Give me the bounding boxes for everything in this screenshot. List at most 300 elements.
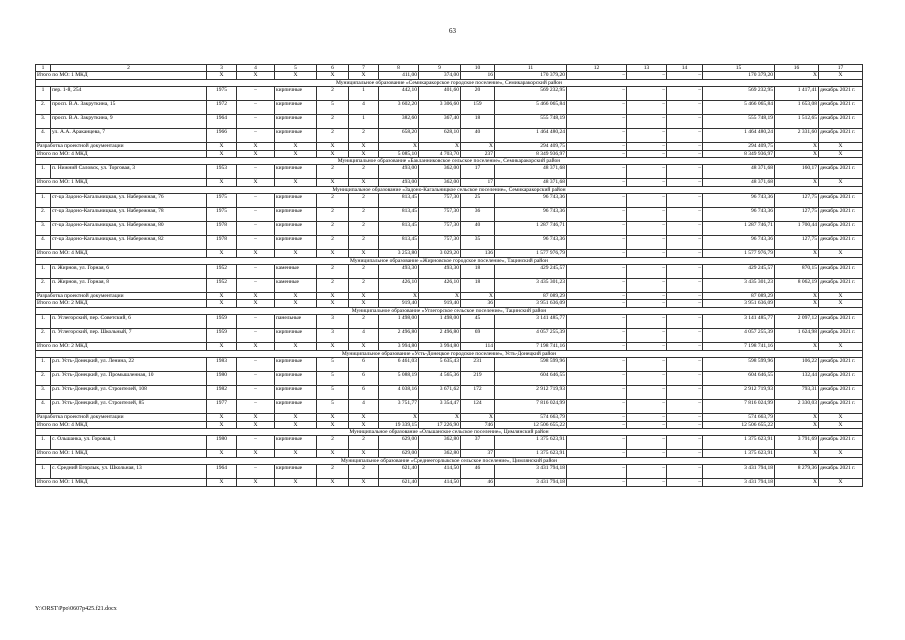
table-cell: X [275,143,317,150]
table-cell: 36 [461,208,495,222]
table-cell: 3 791,69 [775,436,819,450]
table-cell: 2 [317,279,349,293]
table-cell: 35 [461,236,495,250]
table-cell: X [207,143,237,150]
table-cell: 1 375 623,91 [703,450,775,457]
column-number-cell: 5 [275,65,317,72]
table-cell: кирпичные [275,115,317,129]
table-cell: кирпичные [275,358,317,372]
building-row [36,165,863,179]
table-cell: кирпичные [275,208,317,222]
table-cell: 1977 [207,400,237,414]
table-cell: 2 [349,465,379,479]
table-cell: X [275,421,317,428]
table-cell: X [349,300,379,307]
table-cell: 18 [461,115,495,129]
table-cell: 18 [461,265,495,279]
table-cell: – [667,300,703,307]
table-cell: 813,45 [379,208,419,222]
table-cell: – [667,372,703,386]
table-cell: 598 599,96 [703,358,775,372]
table-cell: декабрь 2021 г. [819,329,863,343]
table-cell: – [667,465,703,479]
table-cell: 48 371,68 [703,179,775,186]
table-cell: 555 748,19 [703,115,775,129]
table-cell: X [207,300,237,307]
municipality-name: Муниципальное образование «Ольшанское сельское поселение», Цимлянский район [36,428,863,435]
table-cell: 4 057 255,39 [703,329,775,343]
table-cell: кирпичные [275,165,317,179]
table-cell: 17 226,90 [419,421,461,428]
footer-file-path: Y:\ORST\Ppo\0607p425.f21.docx [35,606,117,612]
table-cell: – [567,479,627,486]
table-cell: 757,30 [419,208,461,222]
table-cell: 1975 [207,87,237,101]
table-cell: 2 330,03 [775,400,819,414]
table-cell: 3 141 485,77 [495,315,567,329]
table-cell: X [275,450,317,457]
table-cell: – [667,479,703,486]
table-cell: – [667,115,703,129]
table-cell: X [275,300,317,307]
address-cell: р.п. Усть-Донецкий, ул. Ленина, 22 [51,358,207,372]
summary-label: Итого по МО: 1 МКД [36,179,207,186]
table-cell: X [237,450,275,457]
table-cell: X [819,450,863,457]
table-cell: X [237,300,275,307]
address-cell: ул. А.А. Араканцева, 7 [51,129,207,143]
address-cell: пер. 1-й, 254 [51,87,207,101]
municipality-header-row [36,257,863,264]
table-cell: X [419,414,461,421]
table-cell: X [207,421,237,428]
table-cell: 1 577 976,79 [495,250,567,257]
table-cell: X [237,250,275,257]
table-cell: 4. [36,129,51,143]
table-cell: 1 375 623,91 [703,436,775,450]
table-cell: 5 088,19 [379,372,419,386]
table-cell: 4 [349,329,379,343]
table-cell: кирпичные [275,222,317,236]
table-cell: X [461,414,495,421]
table-cell: 813,45 [379,194,419,208]
table-cell: 1 498,00 [419,315,461,329]
table-cell: 1 464 480,24 [495,129,567,143]
table-cell: X [349,250,379,257]
municipality-name: Муниципальное образование «Бакланниковское сельское поселение», Семикаракорский район [36,158,863,165]
table-cell: кирпичные [275,372,317,386]
table-cell: X [775,143,819,150]
table-cell: – [567,414,627,421]
table-cell: – [567,250,627,257]
summary-row [36,421,863,428]
table-cell: 20 [461,87,495,101]
table-cell: 1. [36,436,51,450]
table-cell: – [627,465,667,479]
table-cell: 1980 [207,372,237,386]
address-cell: ст-ца Задоно-Кагальницкая, ул. Набережная, 78 [51,208,207,222]
table-cell: 127,75 [775,194,819,208]
table-cell: X [275,414,317,421]
table-cell: X [317,150,349,157]
table-cell: – [667,293,703,300]
address-cell: п. Углегорский, пер. Советский, 6 [51,315,207,329]
table-cell: 813,45 [379,222,419,236]
table-cell: 136 [461,250,495,257]
column-number-cell: 7 [349,65,379,72]
table-cell: – [237,436,275,450]
table-cell: 757,30 [419,222,461,236]
table-cell: X [207,479,237,486]
table-cell: 2 097,12 [775,315,819,329]
table-cell: 401,60 [419,87,461,101]
table-cell: – [627,194,667,208]
table-cell: – [667,129,703,143]
table-cell: 919,40 [379,300,419,307]
table-cell: 8 349 936,97 [703,150,775,157]
page-number: 63 [449,27,456,35]
municipality-header-row [36,186,863,193]
table-cell: – [667,343,703,350]
table-cell: X [775,150,819,157]
table-cell: 4 [349,101,379,115]
table-cell: – [237,129,275,143]
table-cell: 1 417,41 [775,87,819,101]
table-cell: – [567,421,627,428]
table-cell: 48 371,68 [703,165,775,179]
table-cell: кирпичные [275,329,317,343]
table-cell: 3 253,80 [379,250,419,257]
table-cell: 574 663,79 [703,414,775,421]
table-cell: 124 [461,400,495,414]
table-cell: 1959 [207,315,237,329]
table-cell: кирпичные [275,129,317,143]
table-cell: 2. [36,208,51,222]
table-cell: 1972 [207,101,237,115]
table-cell: – [567,194,627,208]
table-cell: X [237,293,275,300]
table-cell: – [567,329,627,343]
table-cell: декабрь 2021 г. [819,315,863,329]
table-cell: 429 245,57 [703,265,775,279]
table-cell: X [775,343,819,350]
table-cell: – [627,72,667,79]
table-cell: – [627,479,667,486]
table-cell: – [237,265,275,279]
column-number-cell: 15 [703,65,775,72]
table-cell: X [775,293,819,300]
table-cell: – [627,250,667,257]
address-cell: с. Ольшанка, ул. Горовая, 1 [51,436,207,450]
municipality-name: Муниципальное образование «Семикаракорское городское поселение», Семикаракорский район [36,79,863,86]
table-cell: 2 [317,436,349,450]
table-cell: X [317,421,349,428]
table-cell: 96 743,36 [703,208,775,222]
table-cell: 127,75 [775,208,819,222]
table-cell: 4 703,70 [419,150,461,157]
table-cell: 1 498,00 [379,315,419,329]
table-cell: 870,15 [775,265,819,279]
table-cell: 4 038,16 [379,386,419,400]
table-cell: 3 141 485,77 [703,315,775,329]
table-cell: – [667,236,703,250]
building-row [36,208,863,222]
table-cell: 1 287 746,71 [495,222,567,236]
table-cell: 2 [349,279,379,293]
table-cell: – [627,300,667,307]
table-cell: кирпичные [275,436,317,450]
table-cell: X [819,143,863,150]
table-cell: 362,80 [419,436,461,450]
table-cell: – [667,414,703,421]
table-cell: X [317,343,349,350]
address-cell: п. Углегорский, пер. Школьный, 7 [51,329,207,343]
table-cell: X [819,150,863,157]
table-cell: 6 461,03 [379,358,419,372]
table-cell: 621,40 [379,465,419,479]
table-cell: 1 287 746,71 [703,222,775,236]
table-cell: X [207,250,237,257]
table-cell: X [819,414,863,421]
table-cell: – [237,465,275,479]
table-cell: 132,44 [775,372,819,386]
address-cell: р.п. Усть-Донецкий, ул. Строителей, 85 [51,400,207,414]
table-cell: X [207,72,237,79]
building-row [36,465,863,479]
table-cell: – [237,400,275,414]
table-cell: декабрь 2021 г. [819,165,863,179]
table-cell: 5 [317,400,349,414]
table-cell: кирпичные [275,386,317,400]
table-cell: декабрь 2021 г. [819,222,863,236]
table-cell: 2. [36,279,51,293]
table-cell: 362,00 [419,179,461,186]
table-cell: 3. [36,115,51,129]
table-cell: 5 [317,358,349,372]
table-cell: – [567,293,627,300]
table-cell: – [667,150,703,157]
table-cell: 604 646,55 [703,372,775,386]
table-cell: – [567,372,627,386]
table-cell: – [667,87,703,101]
table-cell: 2 331,60 [775,129,819,143]
table-cell: – [627,101,667,115]
table-cell: X [775,414,819,421]
table-cell: – [567,236,627,250]
table-cell: X [379,414,419,421]
table-cell: 5 [317,101,349,115]
table-cell: X [275,150,317,157]
municipality-header-row [36,158,863,165]
table-cell: каменные [275,265,317,279]
table-cell: 5 466 065,84 [703,101,775,115]
table-cell: 604 646,55 [495,372,567,386]
table-cell: – [667,250,703,257]
table-cell: – [567,165,627,179]
table-cell: 3 431 794,18 [703,479,775,486]
municipality-header-row [36,307,863,314]
table-cell: – [237,315,275,329]
column-number-cell: 3 [207,65,237,72]
table-cell: – [627,129,667,143]
table-cell: 96 743,36 [495,236,567,250]
table-cell: декабрь 2021 г. [819,372,863,386]
table-cell: – [237,208,275,222]
table-cell: 1. [36,165,51,179]
table-cell: 628,10 [419,129,461,143]
table-cell: X [819,72,863,79]
table-cell: 159 [461,101,495,115]
table-cell: – [567,400,627,414]
summary-row [36,72,863,79]
table-cell: 555 748,19 [495,115,567,129]
table-cell: 4 057 255,39 [495,329,567,343]
table-cell: 757,30 [419,236,461,250]
table-cell: 2 [317,465,349,479]
column-number-cell: 4 [237,65,275,72]
table-cell: X [349,293,379,300]
table-cell: 1952 [207,265,237,279]
table-cell: – [627,279,667,293]
table-cell: – [237,372,275,386]
municipality-header-row [36,457,863,464]
table-cell: X [775,250,819,257]
table-cell: 48 371,68 [495,165,567,179]
table-cell: X [317,143,349,150]
table-cell: 2 [349,129,379,143]
table-cell: 170 379,20 [703,72,775,79]
table-cell: декабрь 2021 г. [819,265,863,279]
table-cell: 17 [461,165,495,179]
table-cell: 1952 [207,279,237,293]
summary-row [36,300,863,307]
table-cell: 114 [461,343,495,350]
table-cell: – [627,421,667,428]
table-cell: 3 [317,315,349,329]
column-number-cell: 12 [567,65,627,72]
summary-row [36,150,863,157]
table-cell: X [275,293,317,300]
table-cell: – [667,265,703,279]
table-cell: – [567,115,627,129]
table-cell: 37 [461,436,495,450]
table-cell: 3 [317,329,349,343]
summary-label: Разработка проектной документации [36,293,207,300]
table-cell: 48 371,68 [495,179,567,186]
table-cell: 2 [317,194,349,208]
table-cell: 746 [461,421,495,428]
table-cell: – [627,236,667,250]
table-cell: 40 [461,129,495,143]
table-cell: 569 232,95 [495,87,567,101]
table-cell: X [349,150,379,157]
table-cell: – [627,115,667,129]
table-cell: декабрь 2021 г. [819,129,863,143]
table-cell: – [237,222,275,236]
table-cell: 414,50 [419,479,461,486]
table-cell: – [627,358,667,372]
building-row [36,400,863,414]
table-cell: кирпичные [275,194,317,208]
summary-row [36,343,863,350]
table-cell: 919,40 [419,300,461,307]
municipality-name: Муниципальное образование «Задоно-Кагальницкое сельское поселение», Семикаракорский район [36,186,863,193]
table-cell: – [567,101,627,115]
table-cell: 4. [36,236,51,250]
table-cell: 3 994,80 [379,343,419,350]
table-cell: декабрь 2021 г. [819,236,863,250]
table-cell: X [775,179,819,186]
table-cell: 7 816 024,99 [495,400,567,414]
table-cell: 1959 [207,329,237,343]
table-cell: 3 751,77 [379,400,419,414]
table-cell: 2. [36,329,51,343]
table-cell: – [567,208,627,222]
table-cell: – [667,179,703,186]
table-cell: – [567,436,627,450]
table-cell: декабрь 2021 г. [819,358,863,372]
table-cell: 374,00 [419,72,461,79]
summary-label: Итого по МО: 2 МКД [36,343,207,350]
table-cell: X [349,143,379,150]
table-cell: 237 [461,150,495,157]
table-cell: 3 306,60 [419,101,461,115]
table-cell: X [379,143,419,150]
table-cell: X [237,343,275,350]
table-cell: декабрь 2021 г. [819,208,863,222]
municipality-header-row [36,428,863,435]
summary-row [36,479,863,486]
table-cell: 219 [461,372,495,386]
table-cell: 2 [317,265,349,279]
table-cell: – [627,436,667,450]
building-row [36,115,863,129]
table-cell: 12 506 655,22 [495,421,567,428]
table-cell: 1964 [207,465,237,479]
table-cell: 46 [461,479,495,486]
municipality-name: Муниципальное образование «Углегорское сельское поселение», Тацинский район [36,307,863,314]
table-cell: 426,10 [419,279,461,293]
table-cell: – [627,450,667,457]
table-cell: – [627,386,667,400]
table-cell: X [237,143,275,150]
table-cell: 96 743,36 [703,236,775,250]
column-number-cell: 17 [819,65,863,72]
table-cell: 96 743,36 [703,194,775,208]
table-cell: 2 496,80 [419,329,461,343]
table-cell: декабрь 2021 г. [819,101,863,115]
table-cell: X [237,414,275,421]
table-cell: 1 375 623,91 [495,436,567,450]
building-row [36,265,863,279]
table-cell: 3 435 301,23 [703,279,775,293]
table-cell: X [819,343,863,350]
table-cell: 493,00 [379,165,419,179]
table-cell: кирпичные [275,400,317,414]
table-cell: 2 [317,165,349,179]
column-number-cell: 6 [317,65,349,72]
table-cell: X [461,143,495,150]
table-cell: 1982 [207,386,237,400]
column-number-cell: 13 [627,65,667,72]
table-cell: 2 [317,129,349,143]
table-cell: – [667,72,703,79]
table-cell: – [567,87,627,101]
table-cell: декабрь 2021 г. [819,386,863,400]
table-cell: – [627,222,667,236]
municipality-name: Муниципальное образование «Жирновское городское поселение», Тацинский район [36,257,863,264]
table-cell: 37 [461,450,495,457]
